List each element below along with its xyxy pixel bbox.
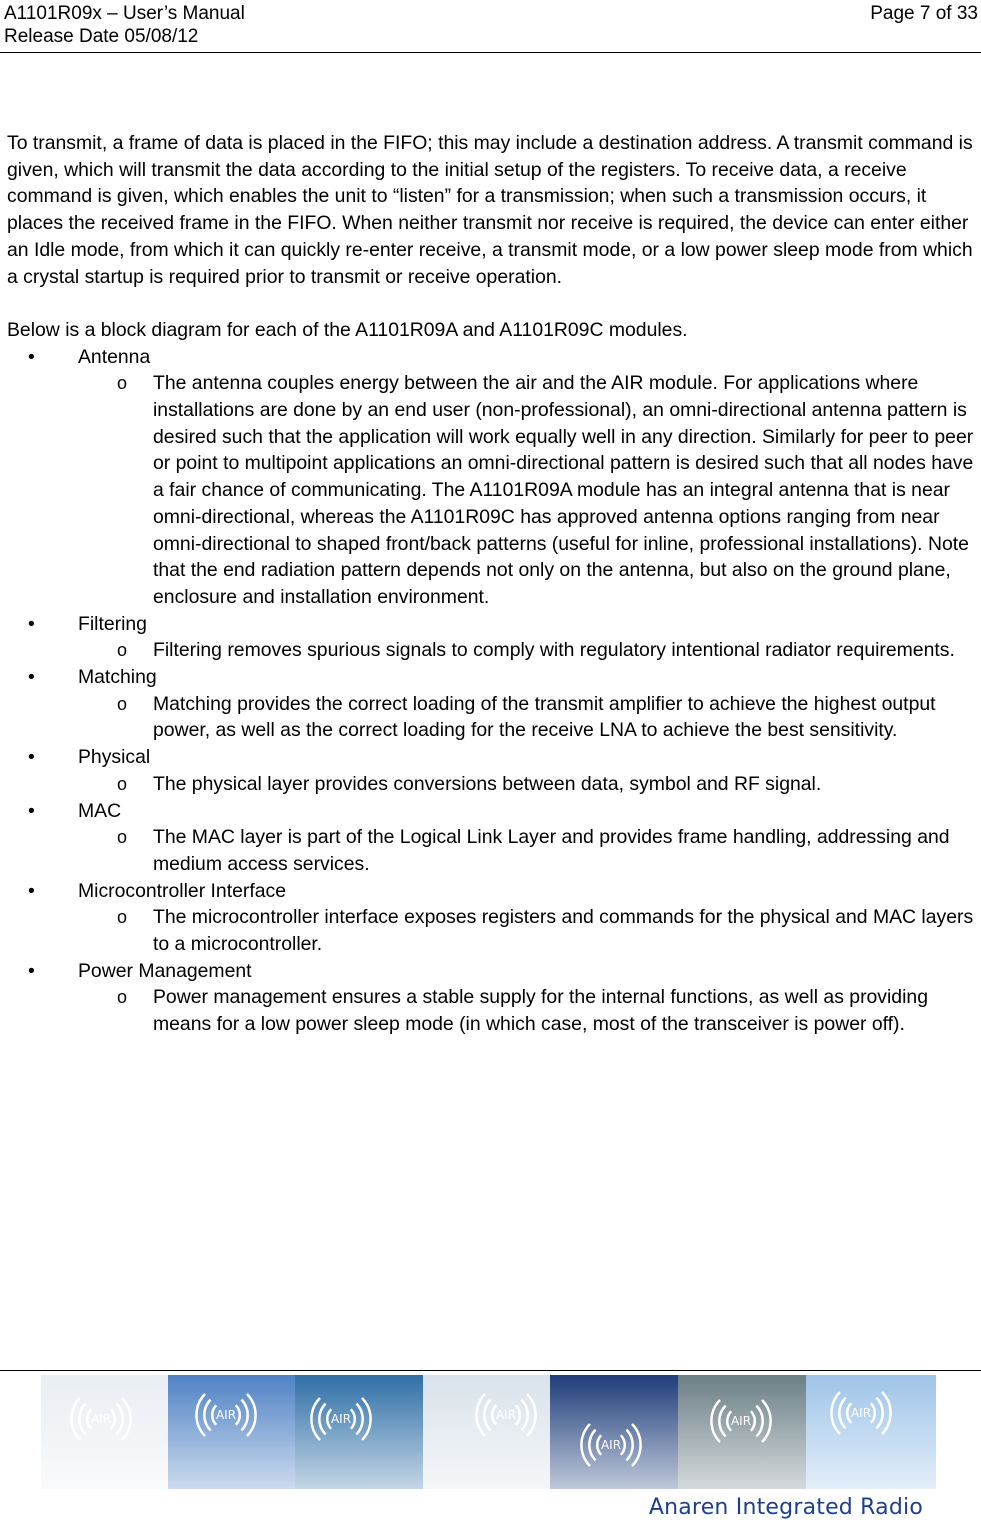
page-number: Page 7 of 33 — [870, 3, 978, 24]
item-desc: The physical layer provides conversions between data, symbol and RF signal. — [153, 772, 822, 795]
footer-divider — [0, 1370, 981, 1371]
list-item — [7, 958, 975, 1038]
banner-panel-snow-trees — [423, 1375, 550, 1489]
banner-panel-ski — [168, 1375, 295, 1489]
bullet-icon: • — [28, 799, 35, 822]
sub-bullet-icon: o — [117, 693, 128, 714]
item-label: MAC — [78, 799, 122, 822]
sub-bullet-icon: o — [117, 773, 128, 794]
banner-panel-skate — [806, 1375, 936, 1489]
item-label: Filtering — [78, 612, 147, 635]
release-date: Release Date 05/08/12 — [4, 26, 199, 47]
air-badge-icon — [41, 1375, 168, 1489]
list-item — [7, 878, 975, 958]
sub-item — [7, 904, 975, 957]
bullet-icon: • — [28, 612, 35, 635]
sub-item — [7, 637, 975, 664]
bullet-icon: • — [28, 666, 35, 689]
air-badge-label: AIR — [495, 1408, 517, 1422]
header-left — [4, 2, 245, 48]
item-label: Matching — [78, 666, 157, 689]
sub-item — [7, 824, 975, 877]
air-badge-label: AIR — [215, 1408, 237, 1422]
list-item — [7, 798, 975, 878]
item-desc: Power management ensures a stable supply for the internal functions, as well as providing means for a low power sleep mode (in which case, most of the transceiver is power off). — [153, 986, 928, 1036]
bullet-icon: • — [28, 879, 35, 902]
item-desc: Filtering removes spurious signals to comply with regulatory intentional radiator requirements. — [153, 639, 955, 662]
air-badge-label: AIR — [90, 1412, 112, 1426]
brand-name: Anaren Integrated Radio — [648, 1495, 923, 1520]
item-desc: The MAC layer is part of the Logical Link Layer and provides frame handling, addressing and medium access services. — [153, 826, 950, 875]
bullet-icon: • — [28, 345, 35, 368]
list-item — [7, 744, 975, 797]
page-header — [0, 0, 981, 53]
sub-bullet-icon: o — [117, 827, 128, 848]
list-item — [7, 611, 975, 664]
air-badge-icon — [550, 1375, 678, 1489]
item-label: Antenna — [78, 345, 151, 368]
banner-panel-windsurf — [550, 1375, 678, 1489]
item-label: Power Management — [78, 959, 252, 982]
item-desc: Matching provides the correct loading of the transmit amplifier to achieve the highest output power, as well as the correct loading for the receive LNA to achieve the best sensitivity. — [153, 692, 936, 742]
banner-panel-bike — [295, 1375, 423, 1489]
banner-panel-kayak — [678, 1375, 806, 1489]
sub-item — [7, 691, 975, 744]
item-desc: The antenna couples energy between the air and the AIR module. For applications where installations are done by an end user (non-professional), an omni-directional antenna pattern is desired such that the application will work equally well in any direction. Similarly for peer to peer or point to multipoint applications an omni-directional pattern is desired such that all nodes have a fair chance of communicating. The A1101R09A module has an integral antenna that is near omni-directional, whereas the A1101R09C has approved antenna options ranging from near omni-directional to shaped front/back patterns (useful for inline, professional installations). Note that the end radiation pattern depends not only on the antenna, but also on the ground plane, enclosure and installation environment. — [153, 372, 974, 608]
air-badge-label: AIR — [850, 1406, 872, 1420]
air-badge-label: AIR — [730, 1414, 752, 1428]
sub-bullet-icon: o — [117, 987, 128, 1008]
item-label: Physical — [78, 746, 151, 769]
feature-list — [7, 344, 975, 1038]
bullet-icon: • — [28, 959, 35, 982]
list-item — [7, 664, 975, 744]
air-badge-label: AIR — [330, 1412, 352, 1426]
item-label: Microcontroller Interface — [78, 879, 286, 902]
block-diagram-intro: Below is a block diagram for each of the A1101R09A and A1101R09C modules. — [7, 318, 688, 341]
page-content — [7, 130, 975, 1038]
banner-panel-snowboard — [41, 1375, 168, 1489]
sub-item — [7, 984, 975, 1037]
sub-bullet-icon: o — [117, 907, 128, 928]
air-badge-icon — [423, 1375, 550, 1489]
sub-item — [7, 771, 975, 798]
air-badge-label: AIR — [600, 1438, 622, 1452]
item-desc: The microcontroller interface exposes registers and commands for the physical and MAC layers to a microcontroller. — [153, 906, 974, 956]
bullet-icon: • — [28, 746, 35, 769]
air-badge-icon — [678, 1375, 806, 1489]
air-badge-icon — [806, 1375, 936, 1489]
sub-bullet-icon: o — [117, 640, 128, 661]
air-badge-icon — [168, 1375, 295, 1489]
footer-banner — [41, 1375, 936, 1489]
manual-title: A1101R09x – User’s Manual — [4, 3, 245, 24]
air-badge-icon — [295, 1375, 423, 1489]
list-item — [7, 344, 975, 611]
intro-paragraph: To transmit, a frame of data is placed in the FIFO; this may include a destination address. A transmit command is given, which will transmit the data according to the initial setup of the registers. To receive data, a receive command is given, which enables the unit to “listen” for a transmission; when such a transmission occurs, it places the received frame in the FIFO. When neither transmit nor receive is required, the device can enter either an Idle mode, from which it can quickly re-enter receive, a transmit mode, or a low power sleep mode from which a crystal startup is required prior to transmit or receive operation. — [7, 132, 973, 288]
sub-bullet-icon: o — [117, 373, 128, 394]
sub-item — [7, 370, 975, 610]
